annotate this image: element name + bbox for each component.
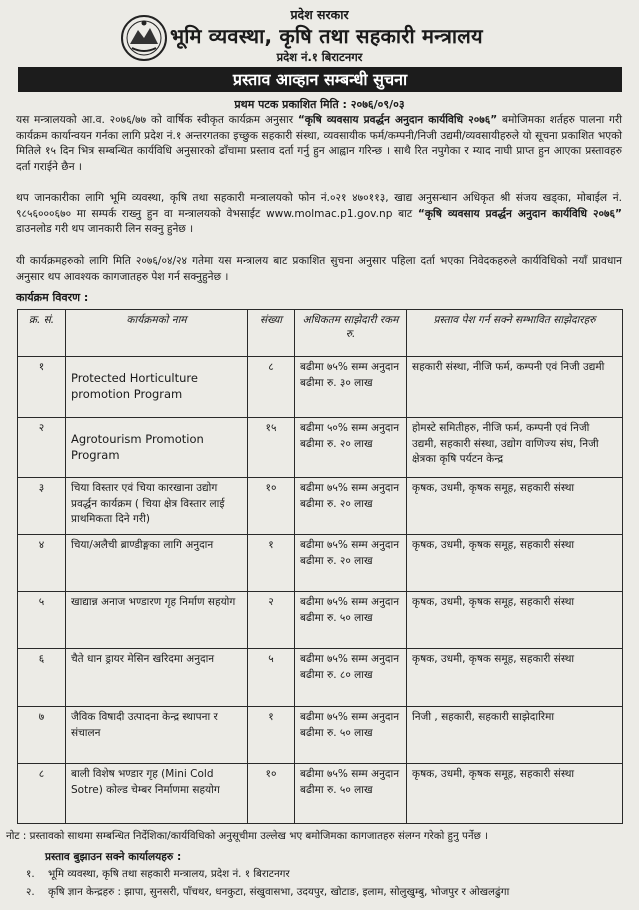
row-serial: ६ [18, 649, 66, 707]
paragraph-previous-applicants: यी कार्यक्रमहरुको लागि मिति २०७६/०४/२४ गतेमा यस मन्त्रालय बाट प्रकाशित सुचना अनुसार पहिला दर्ता भएका निवेदकहरुले कार्यविधिको नयाँ प्रावधान अनुसार थप आवश्यक कागजातहरु पेश गर्न सक्नुहुनेछ । [16, 255, 622, 283]
notice-title-banner: प्रस्ताव आव्हान सम्बन्धी सुचना [18, 67, 622, 92]
office-text: कृषि ज्ञान केन्द्रहरु : झापा, सुनसरी, पाँचथर, धनकुटा, संखुवासभा, उदयपुर, खोटाङ, इलाम, सोलुखुम्बु, भोजपुर र ओखलढुंगा [48, 886, 510, 898]
row-count: ८ [248, 357, 295, 418]
row-program-name: चिया विस्तार एवं चिया कारखाना उद्योग प्रवर्द्धन कार्यक्रम ( चिया क्षेत्र विस्तार लाई प्राथमिकता दिने गरी) [66, 478, 248, 535]
p1-text-c: बमोजिमका शर्तहरु पालना गरी कार्यक्रम कार्यान्वयन गर्नका लागि प्रदेश नं.१ अन्तरगतका इच्छुक सहकारी संस्था, व्यवसायीक फर्म/कम्पनी/निजी उद्यमी/व्यवसायीहरुले यो सूचना प्रकाशित भएको मितिले १५ दिन भित्र सम्बन्धित कार्यविधि अनुसारको ढाँचामा प्रस्ताव दर्ता गर्नु हुन आह्वान गरिन्छ । साथै रित नपुगेका र म्याद नाघी प्राप्त हुन आएका प्रस्तावहरु दर्ता गराईने छैन । [16, 114, 622, 173]
row-amount: बढीमा ५०% सम्म अनुदान बढीमा रु. २० लाख [295, 418, 407, 478]
row-partners: सहकारी संस्था, नीजि फर्म, कम्पनी एवं निजी उद्यमी [407, 357, 623, 418]
offices-title: प्रस्ताव बुझाउन सक्ने कार्यालयहरु : [45, 851, 182, 863]
row-program-name: चैते धान ड्रायर मेसिन खरिदमा अनुदान [66, 649, 248, 707]
office-number: २. [26, 886, 35, 898]
row-amount: बढीमा ७५% सम्म अनुदान बढीमा रु. २० लाख [295, 478, 407, 535]
office-number: १. [26, 868, 35, 880]
program-details-title: कार्यक्रम विवरण : [16, 291, 89, 304]
row-partners: होमस्टे समितीहरु, नीजि फर्म, कम्पनी एवं निजी उद्यमी, सहकारी संस्था, उद्योग वाणिज्य संघ, निजी क्षेत्रका कृषि पर्यटन केन्द्र [407, 418, 623, 478]
office-text: भूमि व्यवस्था, कृषि तथा सहकारी मन्त्रालय, प्रदेश नं. १ बिराटनगर [48, 868, 290, 880]
table-row [18, 357, 623, 418]
note-text: नोट : प्रस्तावको साथमा सम्बन्धित निर्देशिका/कार्यविधिको अनुसूचीमा उल्लेख भए बमोजिमका कागजातहरु संलग्न गरेको हुनु पर्नेछ । [6, 830, 488, 842]
row-program-name: चिया/अलैची ब्राण्डीङ्गका लागि अनुदान [66, 535, 248, 592]
row-program-name: जैविक विषादी उत्पादना केन्द्र स्थापना र संचालन [66, 707, 248, 764]
program-table [17, 309, 623, 824]
government-label: प्रदेश सरकार [290, 7, 349, 22]
row-program-name: खाद्यान्न अनाज भण्डारण गृह निर्माण सहयोग [66, 592, 248, 649]
row-partners: कृषक, उधमी, कृषक समूह, सहकारी संस्था [407, 535, 623, 592]
row-program-name: बाली विशेष भण्डार गृह (Mini Cold Sotre) कोल्ड चेम्बर निर्माणमा सहयोग [66, 764, 248, 824]
paragraph-invitation [16, 113, 622, 175]
row-serial: ७ [18, 707, 66, 764]
paragraph-contact [16, 191, 622, 238]
row-serial: ५ [18, 592, 66, 649]
header-partners: प्रस्ताव पेश गर्न सक्ने सम्भावित साझेदारहरु [407, 310, 623, 357]
row-count: १० [248, 764, 295, 824]
row-partners: कृषक, उधमी, कृषक समूह, सहकारी संस्था [407, 478, 623, 535]
row-count: २ [248, 592, 295, 649]
p2-text-a: थप जानकारीका लागि भूमि व्यवस्था, कृषि तथा सहकारी मन्त्रालयको फोन नं.०२१ ४७०११३, खाद्य अनुसन्धान अधिकृत श्री संजय खड्का, मोबाईल नं. ९८५६०००६७० मा सम्पर्क राख्नु हुन वा मन्त्रालयको वेभसाईट www.molmac.p1.gov.np बाट [16, 192, 622, 220]
header-program-name: कार्यक्रमको नाम [66, 310, 248, 357]
p1-text-a: यस मन्त्रालयको आ.व. २०७६/७७ को वार्षिक स्वीकृत कार्यक्रम अनुसार [16, 114, 298, 126]
row-count: ५ [248, 649, 295, 707]
row-amount: बढीमा ७५% सम्म अनुदान बढीमा रु. २० लाख [295, 535, 407, 592]
row-partners: कृषक, उधमी, कृषक समूह, सहकारी संस्था [407, 592, 623, 649]
row-amount: बढीमा ७५% सम्म अनुदान बढीमा रु. ८० लाख [295, 649, 407, 707]
p1-procedure-title: “कृषि व्यवसाय प्रवर्द्धन अनुदान कार्यविधि २०७६” [297, 114, 498, 126]
row-amount: बढीमा ७५% सम्म अनुदान बढीमा रु. ५० लाख [295, 764, 407, 824]
header-serial: क्र. सं. [18, 310, 66, 357]
header-count: संख्या [248, 310, 295, 357]
row-count: १५ [248, 418, 295, 478]
row-partners: कृषक, उधमी, कृषक समूह, सहकारी संस्था [407, 649, 623, 707]
table-row [18, 764, 623, 824]
p2-procedure-title: “कृषि व्यवसाय प्रवर्द्धन अनुदान कार्यविधि २०७६” [417, 207, 622, 220]
row-serial: ४ [18, 535, 66, 592]
office-item [26, 885, 626, 899]
ministry-address: प्रदेश नं.१ बिराटनगर [276, 50, 363, 64]
row-count: १० [248, 478, 295, 535]
row-amount: बढीमा ७५% सम्म अनुदान बढीमा रु. ५० लाख [295, 707, 407, 764]
table-row [18, 707, 623, 764]
row-program-name: Agrotourism Promotion Program [66, 418, 248, 478]
p2-text-c: डाउनलोड गरी थप जानकारी लिन सक्नु हुनेछ । [16, 223, 194, 236]
table-header-row [18, 310, 623, 357]
office-item [26, 867, 626, 881]
row-partners: निजी , सहकारी, सहकारी साझेदारिमा [407, 707, 623, 764]
row-count: १ [248, 535, 295, 592]
ministry-name: भूमि व्यवस्था, कृषि तथा सहकारी मन्त्रालय [170, 24, 483, 48]
table-row [18, 478, 623, 535]
row-serial: ३ [18, 478, 66, 535]
published-date: प्रथम पटक प्रकाशित मिति : २०७६/०९/०३ [234, 98, 405, 111]
row-count: १ [248, 707, 295, 764]
table-row [18, 418, 623, 478]
row-serial: २ [18, 418, 66, 478]
row-serial: १ [18, 357, 66, 418]
table-row [18, 592, 623, 649]
row-program-name: Protected Horticulture promotion Program [66, 357, 248, 418]
row-amount: बढीमा ७५% सम्म अनुदान बढीमा रु. ५० लाख [295, 592, 407, 649]
row-serial: ८ [18, 764, 66, 824]
table-row [18, 535, 623, 592]
row-partners: कृषक, उधमी, कृषक समूह, सहकारी संस्था [407, 764, 623, 824]
header-max-amount: अधिकतम साझेदारी रकम रु. [295, 310, 407, 357]
table-row [18, 649, 623, 707]
row-amount: बढीमा ७५% सम्म अनुदान बढीमा रु. ३० लाख [295, 357, 407, 418]
